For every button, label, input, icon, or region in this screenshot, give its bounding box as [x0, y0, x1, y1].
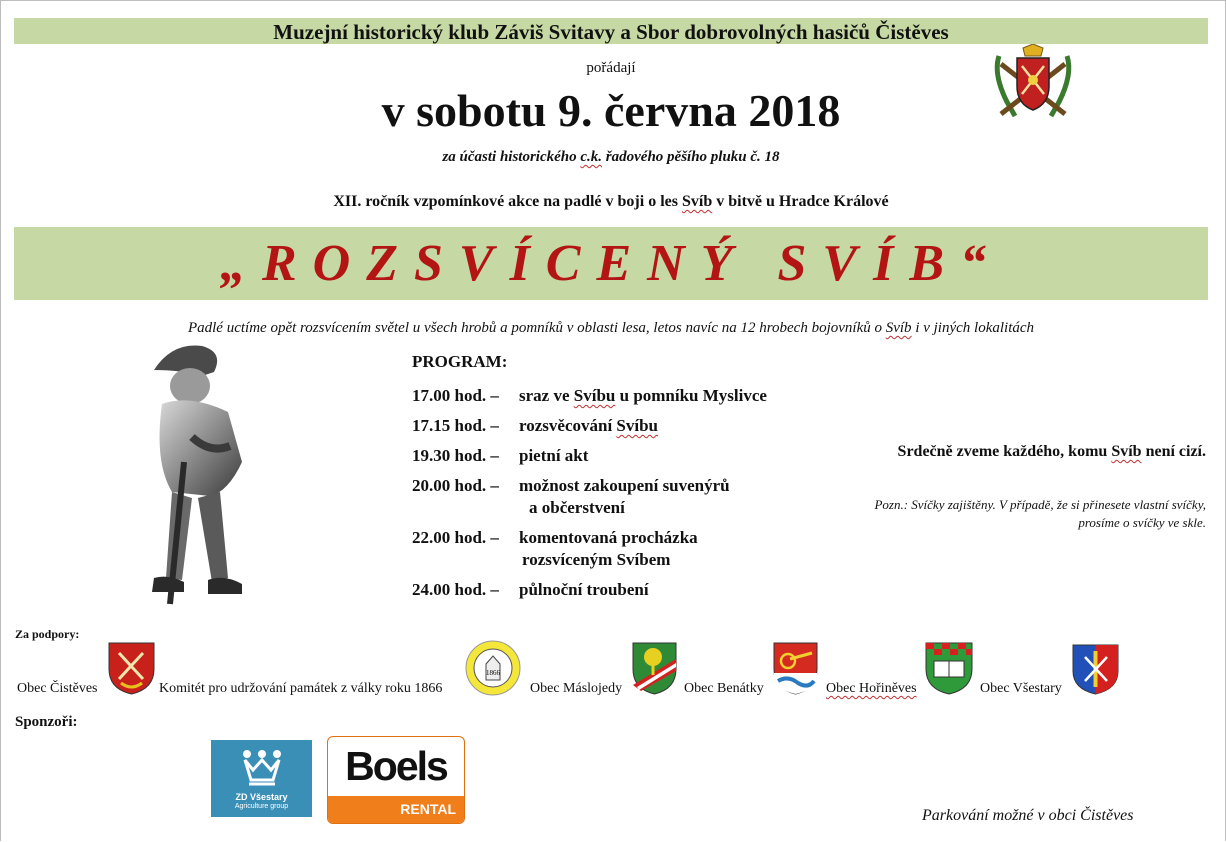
- program-heading: PROGRAM:: [412, 352, 508, 371]
- supporter-label: Obec Benátky: [684, 681, 764, 696]
- supporter-label: Obec Máslojedy: [530, 681, 623, 696]
- candles-note: Pozn.: Svíčky zajištěny. V případě, že si přinesete vlastní svíčky, prosíme o svíčky ve skle.: [874, 497, 1206, 530]
- participation-text: za účasti historického c.k. řadového pěšího pluku č. 18: [442, 149, 780, 165]
- supporter-label: Obec Hořiněves: [826, 681, 917, 696]
- supporter-label: Obec Čistěves: [17, 681, 98, 696]
- program-item: 17.15 hod. – rozsvěcování Svíbu: [412, 416, 659, 435]
- program-section: [412, 352, 819, 609]
- supporter-label: Komitét pro udržování památek z války roku 1866: [159, 681, 443, 696]
- program-item: 24.00 hod. – půlnoční troubení: [412, 580, 649, 599]
- svg-text:1866: 1866: [486, 669, 500, 677]
- zd-vsestary-logo: ZD Všestary Agriculture group: [211, 740, 312, 817]
- boels-rental-logo: Boels RENTAL: [327, 736, 465, 824]
- benatky-crest-icon: [772, 641, 819, 695]
- vsestary-crest-icon: [1071, 643, 1120, 695]
- supporter-label: Obec Všestary: [980, 681, 1062, 696]
- organizers-text: Muzejní historický klub Záviš Svitavy a Sbor dobrovolných hasičů Čistěves: [273, 20, 949, 44]
- program-item: 20.00 hod. – možnost zakoupení suvenýrů a občerstvení: [412, 476, 730, 517]
- horineves-crest-icon: [924, 641, 974, 695]
- program-item: 19.30 hod. – pietní akt: [412, 446, 589, 465]
- title-banner: [14, 227, 1208, 300]
- invitation-text: Srdečně zveme každého, komu Svíb není cizí.: [897, 443, 1206, 460]
- supporters-heading: Za podpory:: [15, 627, 80, 641]
- soldier-statue-icon: [132, 342, 272, 614]
- event-description: XII. ročník vzpomínkové akce na padlé v boji o les Svíb v bitvě u Hradce Králové: [333, 193, 889, 210]
- sponsors-heading: Sponzoři:: [15, 714, 78, 730]
- subtitle-text: Padlé uctíme opět rozsvícením světel u všech hrobů a pomníků v oblasti lesa, letos navíc na 12 hrobech bojovníků o Svíb i v jiných lokalitách: [187, 320, 1035, 336]
- organizers-banner: [14, 18, 1208, 44]
- poradaji-text: pořádají: [586, 60, 636, 76]
- program-item: 17.00 hod. – sraz ve Svíbu u pomníku Myslivce: [412, 386, 767, 405]
- committee-seal-icon: [464, 640, 522, 696]
- maslojedy-crest-icon: [631, 641, 678, 695]
- firefighters-emblem-icon: [989, 44, 1077, 124]
- cistaves-crest-icon: [107, 641, 156, 695]
- zd-crown-logo-icon: [241, 748, 283, 788]
- parking-note: Parkování možné v obci Čistěves: [922, 807, 1134, 824]
- event-title: „ROZSVÍCENÝ SVÍB“: [219, 235, 1003, 292]
- event-date: v sobotu 9. června 2018: [381, 85, 841, 136]
- program-item: 22.00 hod. – komentovaná procházka rozsvíceným Svíbem: [412, 528, 698, 569]
